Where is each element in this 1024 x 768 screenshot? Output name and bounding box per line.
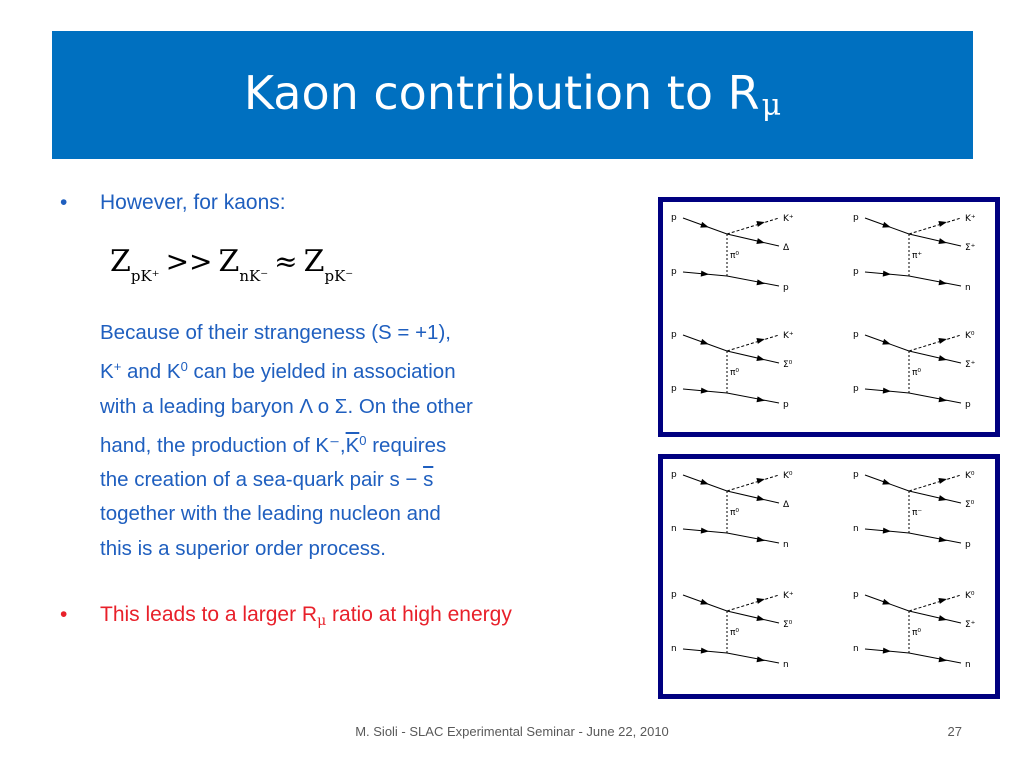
slide-title: [52, 63, 973, 136]
particle-label: p: [671, 590, 677, 600]
arrow-icon: [756, 355, 765, 363]
particle-label: π⁻: [912, 508, 923, 518]
title-bar: [52, 31, 973, 159]
kaon-line: [909, 335, 961, 351]
kaon-line: [909, 218, 961, 234]
kaon-line: [727, 595, 779, 611]
particle-label: π⁰: [730, 368, 740, 378]
baryon-line: [909, 491, 961, 503]
feynman-diagram: [671, 470, 793, 550]
particle-label: K⁰: [965, 591, 975, 601]
particle-label: π⁰: [730, 628, 740, 638]
arrow-icon: [700, 222, 709, 230]
para-line: together with the leading nucleon and: [100, 502, 441, 526]
arrow-icon: [938, 615, 947, 623]
formula-sub1: pK⁺: [130, 267, 160, 285]
kaon-line: [909, 475, 961, 491]
para-line: with a leading baryon Λ o Σ. On the other: [100, 394, 473, 418]
particle-label: n: [853, 524, 859, 534]
particle-label: n: [965, 660, 971, 670]
arrow-icon: [883, 271, 892, 278]
arrow-icon: [756, 476, 765, 484]
particle-label: p: [853, 267, 859, 277]
particle-label: p: [965, 400, 971, 410]
arrow-icon: [701, 271, 710, 278]
particle-label: K⁰: [965, 331, 975, 341]
particle-label: π⁺: [912, 251, 923, 261]
particle-label: p: [853, 470, 859, 480]
particle-label: K⁺: [965, 214, 976, 224]
arrow-icon: [700, 339, 709, 347]
particle-label: p: [671, 267, 677, 277]
particle-label: p: [853, 213, 859, 223]
arrow-icon: [882, 479, 891, 487]
particle-label: p: [853, 330, 859, 340]
formula-op1: >>: [165, 245, 213, 278]
feynman-diagrams-neutron-box: [658, 454, 1000, 699]
arrow-icon: [938, 336, 947, 344]
arrow-icon: [756, 615, 765, 623]
para-line: [100, 350, 620, 389]
bullet-subscript: μ: [317, 613, 327, 629]
arrow-icon: [938, 219, 947, 227]
para-text: can be yielded in association: [187, 360, 456, 384]
arrow-icon: [756, 495, 765, 503]
particle-line: [909, 653, 961, 663]
bullet-text: ratio at high energy: [326, 603, 512, 626]
para-text: hand, the production of K⁻,: [100, 433, 346, 457]
particle-label: p: [671, 470, 677, 480]
arrow-icon: [756, 596, 765, 604]
bullet-text: This leads to a larger R: [100, 603, 318, 626]
particle-label: p: [671, 330, 677, 340]
particle-line: [727, 533, 779, 543]
arrow-icon: [938, 596, 947, 604]
formula-z1: Z: [110, 244, 131, 279]
particle-label: p: [671, 384, 677, 394]
particle-label: p: [783, 400, 789, 410]
feynman-diagrams-svg: [663, 202, 995, 432]
bullet-however: [60, 189, 286, 217]
feynman-diagram: [853, 590, 976, 670]
arrow-icon: [883, 648, 892, 655]
kaon-line: [909, 595, 961, 611]
particle-line: [909, 393, 961, 403]
arrow-icon: [938, 476, 947, 484]
particle-label: Δ: [783, 500, 790, 510]
particle-label: π⁰: [912, 368, 922, 378]
particle-label: Δ: [783, 243, 790, 253]
particle-label: K⁰: [783, 471, 793, 481]
arrow-icon: [756, 336, 765, 344]
baryon-line: [727, 234, 779, 246]
para-superscript: 0: [180, 359, 188, 375]
strangeness-paragraph: [100, 316, 620, 566]
particle-label: n: [965, 283, 971, 293]
arrow-icon: [882, 222, 891, 230]
particle-label: p: [783, 283, 789, 293]
para-line: [100, 424, 620, 463]
para-superscript: +: [113, 359, 122, 375]
particle-label: π⁰: [912, 628, 922, 638]
particle-line: [909, 533, 961, 543]
particle-label: p: [853, 590, 859, 600]
para-text: requires: [366, 433, 447, 457]
feynman-diagrams-proton-box: [658, 197, 1000, 437]
particle-line: [727, 393, 779, 403]
feynman-diagram: [671, 590, 794, 670]
particle-label: π⁰: [730, 251, 740, 261]
arrow-icon: [883, 528, 892, 535]
particle-label: Σ⁺: [965, 620, 976, 630]
footer-text: M. Sioli - SLAC Experimental Seminar - June 22, 2010: [355, 724, 669, 739]
particle-label: n: [783, 660, 789, 670]
arrow-icon: [701, 388, 710, 395]
particle-label: π⁰: [730, 508, 740, 518]
baryon-line: [909, 351, 961, 363]
arrow-icon: [882, 339, 891, 347]
arrow-icon: [883, 388, 892, 395]
arrow-icon: [756, 238, 765, 246]
feynman-diagram: [853, 470, 975, 550]
arrow-icon: [700, 479, 709, 487]
baryon-line: [909, 611, 961, 623]
para-text: the creation of a sea-quark pair s −: [100, 468, 424, 492]
particle-label: Σ⁺: [965, 243, 976, 253]
arrow-icon: [701, 648, 710, 655]
feynman-diagram: [671, 213, 794, 293]
formula-op2: ≈: [274, 245, 298, 278]
kaon-line: [727, 475, 779, 491]
z-factor-formula: [110, 242, 353, 296]
para-line: Because of their strangeness (S = +1),: [100, 321, 451, 344]
feynman-diagram: [853, 213, 976, 293]
particle-label: p: [671, 213, 677, 223]
para-overline: $\overline{K}$: [345, 433, 360, 457]
particle-label: Σ⁺: [965, 360, 976, 370]
particle-label: K⁰: [965, 471, 975, 481]
particle-line: [727, 653, 779, 663]
para-superscript: 0: [359, 432, 367, 448]
feynman-diagram: [853, 330, 976, 410]
arrow-icon: [700, 599, 709, 607]
feynman-diagrams-svg: [663, 459, 995, 694]
particle-label: K⁺: [783, 331, 794, 341]
formula-sub2: nK⁻: [239, 267, 269, 285]
particle-label: p: [965, 540, 971, 550]
bullet-symbol: •: [60, 603, 68, 626]
formula-sub3: pK⁻: [324, 267, 354, 285]
particle-label: K⁺: [783, 214, 794, 224]
particle-label: Σ⁰: [965, 500, 975, 510]
formula-z2: Z: [218, 244, 240, 279]
para-overline: $\overline{s}$: [423, 468, 434, 492]
arrow-icon: [756, 219, 765, 227]
para-line: [100, 463, 620, 497]
particle-label: n: [671, 524, 677, 534]
baryon-line: [727, 351, 779, 363]
arrow-icon: [701, 528, 710, 535]
baryon-line: [727, 611, 779, 623]
para-text: K: [100, 360, 114, 384]
bullet-text: However, for kaons:: [100, 191, 286, 214]
para-text: and K: [121, 360, 181, 384]
para-line: this is a superior order process.: [100, 536, 386, 560]
formula-z3: Z: [303, 244, 325, 279]
bullet-conclusion: [60, 601, 512, 635]
title-subscript: μ: [761, 88, 782, 123]
particle-label: K⁺: [783, 591, 794, 601]
baryon-line: [727, 491, 779, 503]
particle-label: p: [853, 384, 859, 394]
bullet-symbol: •: [60, 191, 68, 214]
particle-line: [727, 276, 779, 286]
arrow-icon: [938, 495, 947, 503]
kaon-line: [727, 335, 779, 351]
title-text: Kaon contribution to R: [243, 66, 760, 120]
page-number: 27: [947, 724, 962, 739]
particle-label: Σ⁰: [783, 620, 793, 630]
particle-label: Σ⁰: [783, 360, 793, 370]
arrow-icon: [882, 599, 891, 607]
particle-label: n: [671, 644, 677, 654]
arrow-icon: [938, 238, 947, 246]
baryon-line: [909, 234, 961, 246]
arrow-icon: [938, 355, 947, 363]
particle-label: n: [783, 540, 789, 550]
kaon-line: [727, 218, 779, 234]
particle-label: n: [853, 644, 859, 654]
feynman-diagram: [671, 330, 794, 410]
particle-line: [909, 276, 961, 286]
